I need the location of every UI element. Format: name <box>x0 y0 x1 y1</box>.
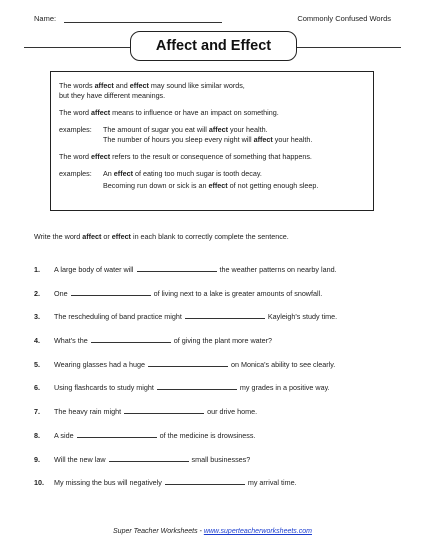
question-text <box>54 455 250 464</box>
question-number: 6. <box>34 383 40 393</box>
keyword-effect: effect <box>113 169 133 178</box>
affect-examples <box>59 125 373 145</box>
example-text: of not getting enough sleep. <box>227 181 319 190</box>
example-line <box>103 181 318 191</box>
instructions-text: in each blank to correctly complete the sentence. <box>130 232 289 241</box>
definition-text: The word <box>59 108 91 117</box>
question-number: 2. <box>34 288 40 298</box>
keyword-affect: affect <box>90 108 111 117</box>
examples-label: examples: <box>59 125 92 134</box>
question-number: 8. <box>34 430 40 440</box>
examples-label: examples: <box>59 169 92 178</box>
answer-blank[interactable] <box>124 407 204 414</box>
answer-blank[interactable] <box>165 478 245 485</box>
intro-text: The words <box>59 81 95 90</box>
definition-box <box>50 71 374 211</box>
instructions-text: or <box>101 232 112 241</box>
example-text: Becoming run down or sick is an <box>103 181 209 190</box>
instructions-text: Write the word <box>34 232 83 241</box>
question-before: The rescheduling of band practice might <box>54 312 182 322</box>
question-before: A large body of water will <box>54 265 134 274</box>
keyword-affect: affect <box>94 81 114 90</box>
keyword-effect: effect <box>208 181 228 190</box>
question-text <box>54 407 257 416</box>
footer-separator: - <box>197 528 204 535</box>
question-item <box>34 289 394 313</box>
example-text: of eating too much sugar is tooth decay. <box>132 169 262 178</box>
answer-blank[interactable] <box>157 383 237 390</box>
answer-blank[interactable] <box>91 336 171 343</box>
question-number: 1. <box>34 265 40 274</box>
question-before: Will the new law <box>54 454 106 464</box>
name-blank-line <box>64 22 222 23</box>
example-text: your health. <box>272 135 313 144</box>
question-number: 5. <box>34 359 40 369</box>
intro-paragraph <box>59 81 373 101</box>
question-text <box>54 312 337 321</box>
question-item <box>34 455 394 479</box>
footer-brand: Super Teacher Worksheets <box>113 528 198 535</box>
intro-text: and <box>113 81 130 90</box>
question-after: of giving the plant more water? <box>173 336 273 346</box>
question-item <box>34 407 394 431</box>
question-list <box>34 265 394 502</box>
question-after: my arrival time. <box>247 478 297 488</box>
question-item <box>34 478 394 502</box>
affect-definition <box>59 108 373 118</box>
answer-blank[interactable] <box>77 431 157 438</box>
keyword-affect: affect <box>208 125 229 134</box>
worksheet-header <box>34 14 391 26</box>
example-line <box>103 135 312 145</box>
keyword-effect: effect <box>90 152 111 161</box>
question-before: Wearing glasses had a huge <box>54 359 145 369</box>
examples-list <box>103 125 312 145</box>
worksheet-title: Affect and Effect <box>130 31 297 61</box>
question-number: 4. <box>34 336 40 346</box>
question-text <box>54 431 255 440</box>
answer-blank[interactable] <box>185 312 265 319</box>
question-item <box>34 431 394 455</box>
question-text <box>54 360 335 369</box>
intro-text-line2: but they have different meanings. <box>59 91 166 100</box>
question-number: 9. <box>34 454 40 464</box>
question-number: 10. <box>34 478 44 488</box>
answer-blank[interactable] <box>148 360 228 367</box>
question-item <box>34 265 394 289</box>
answer-blank[interactable] <box>71 289 151 296</box>
keyword-affect: affect <box>82 232 102 241</box>
question-before: A side <box>54 430 74 440</box>
question-before: One <box>54 288 68 298</box>
question-text <box>54 265 337 274</box>
question-number: 7. <box>34 407 40 417</box>
question-after: Kayleigh's study time. <box>267 312 338 322</box>
example-line <box>103 125 312 135</box>
footer-link[interactable]: www.superteacherworksheets.com <box>203 528 312 535</box>
question-before: What's the <box>54 336 88 346</box>
intro-text: may sound like similar words, <box>148 81 245 90</box>
question-after: of the medicine is drowsiness. <box>159 430 256 440</box>
question-after: on Monica's ability to see clearly. <box>230 359 336 369</box>
definition-text: refers to the result or consequence of something that happens. <box>110 152 312 161</box>
question-after: the weather patterns on nearby land. <box>219 265 337 274</box>
example-line <box>103 169 318 179</box>
question-before: My missing the bus will negatively <box>54 478 162 488</box>
question-after: of living next to a lake is greater amounts of snowfall. <box>153 288 323 298</box>
keyword-effect: effect <box>129 81 149 90</box>
question-item <box>34 336 394 360</box>
question-text <box>54 336 272 345</box>
question-number: 3. <box>34 312 40 322</box>
question-text <box>54 478 297 487</box>
question-after: my grades in a positive way. <box>239 383 330 393</box>
worksheet-subject: Commonly Confused Words <box>297 14 391 23</box>
instructions <box>34 232 289 241</box>
question-after: small businesses? <box>191 454 251 464</box>
question-before: Using flashcards to study might <box>54 383 154 393</box>
question-text <box>54 289 322 298</box>
example-text: An <box>103 169 114 178</box>
effect-definition <box>59 152 373 162</box>
example-text: your health. <box>228 125 268 134</box>
definition-text: means to influence or have an impact on something. <box>110 108 279 117</box>
keyword-effect: effect <box>111 232 131 241</box>
answer-blank[interactable] <box>109 455 189 462</box>
effect-examples <box>59 169 373 191</box>
question-before: The heavy rain might <box>54 407 122 417</box>
question-item <box>34 312 394 336</box>
name-label: Name: <box>34 14 57 23</box>
keyword-affect: affect <box>253 135 273 144</box>
footer <box>0 528 425 535</box>
question-item <box>34 360 394 384</box>
question-text <box>54 383 330 392</box>
example-text: The amount of sugar you eat will <box>103 125 209 134</box>
definition-text: The word <box>59 152 91 161</box>
example-text: The number of hours you sleep every night will <box>103 135 254 144</box>
answer-blank[interactable] <box>137 265 217 272</box>
question-item <box>34 383 394 407</box>
examples-list <box>103 169 318 191</box>
question-after: our drive home. <box>207 407 258 417</box>
